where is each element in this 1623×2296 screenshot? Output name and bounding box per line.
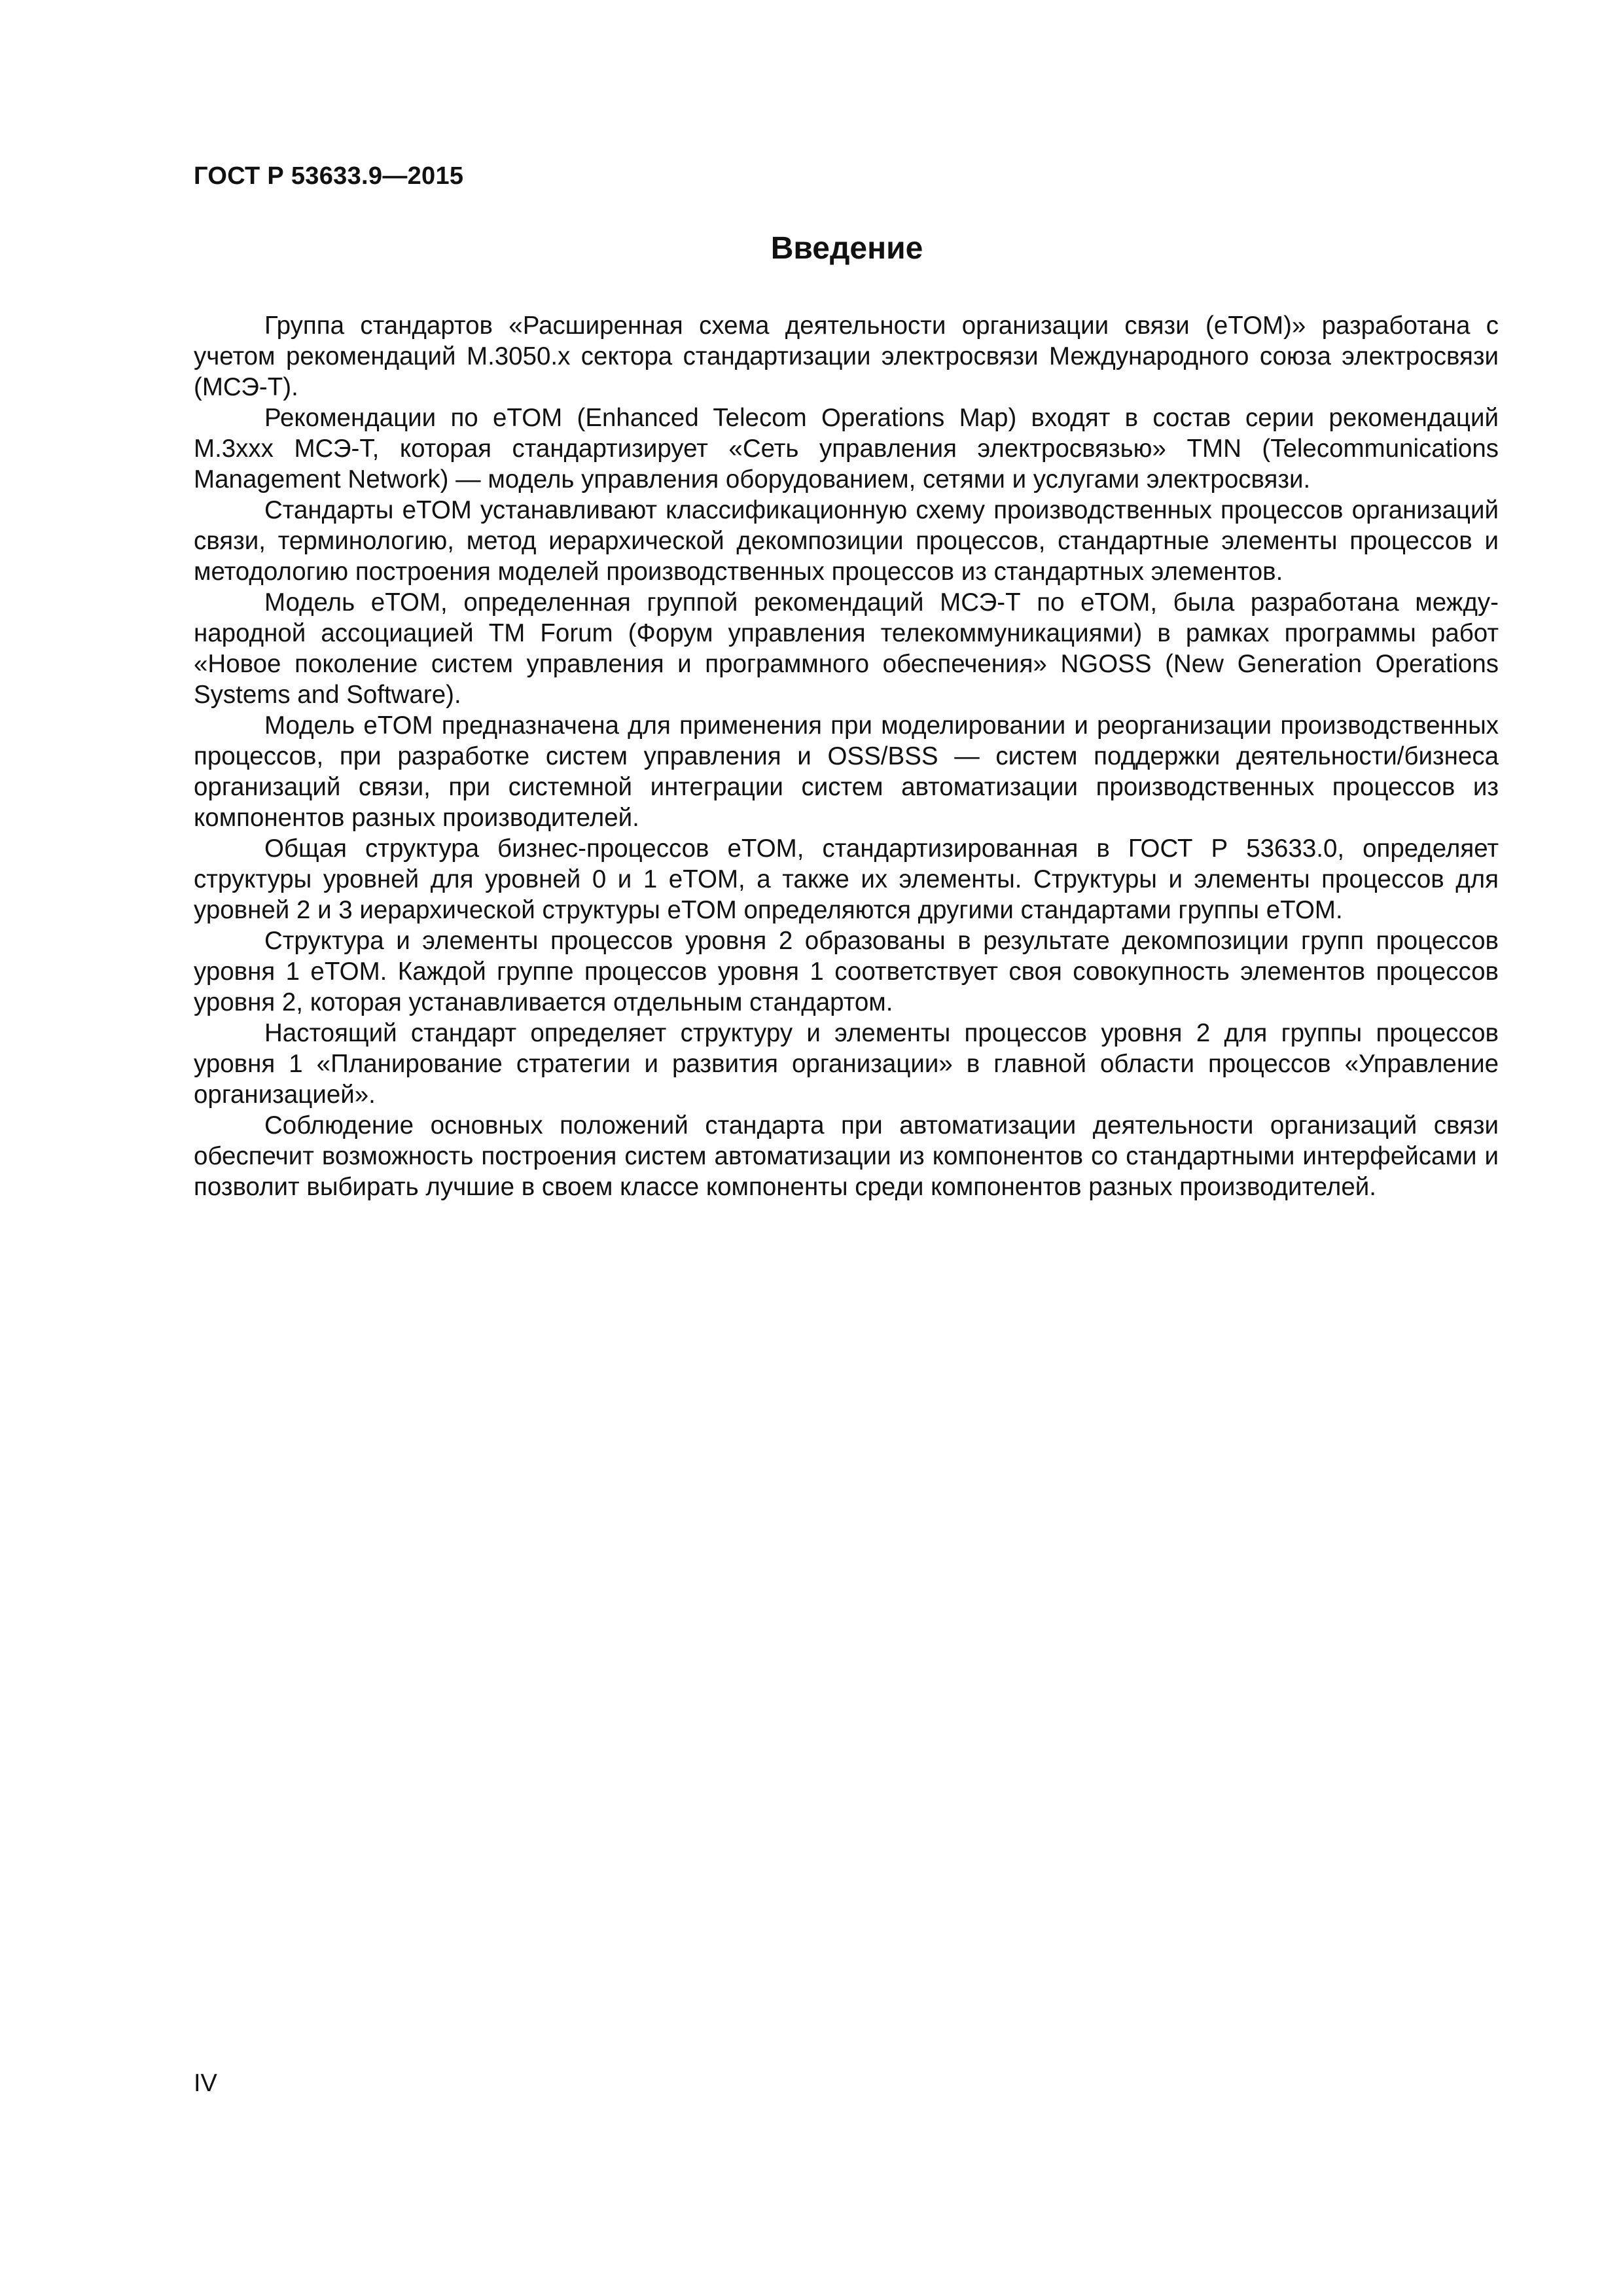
paragraph: Настоящий стандарт определяет структуру и элементы процессов уровня 2 для группы процессов уровня 1 «Планирование стратегии и развития организации» в главной области процессов «Управление организацией». [194, 1019, 1499, 1109]
paragraph: Соблюдение основных положений стандарта при автоматизации деятельности организаций связи обеспечит возможность построения систем автоматизации из компонентов со стандартными интерфейсами и позволит выбирать лучшие в своем классе компоненты среди компонентов разных производителей. [194, 1111, 1499, 1201]
paragraph: Стандарты eTOM устанавливают классификационную схему производственных процессов организаций связи, терминологию, метод иерархической декомпозиции процессов, стандартные элементы процессов и методологию построения моделей производственных процессов из стандартных элементов. [194, 496, 1499, 586]
paragraph: Модель eTOM предназначена для применения при моделировании и реорганизации производственных процессов, при разработке систем управления и OSS/BSS — систем поддержки деятельности/бизнеса организаций связи, при системной интеграции систем автоматизации производственных процессов из компонентов разных производителей. [194, 711, 1499, 832]
paragraph: Модель eTOM, определенная группой рекомендаций МСЭ-Т по eTOM, была разработана международной ассоциацией TM Forum (Форум управления телекоммуникациями) в рамках программы работ «Новое поколение систем управления и программного обеспечения» NGOSS (New Generation Operations Systems and Software). [194, 588, 1499, 709]
paragraph: Группа стандартов «Расширенная схема деятельности организации связи (eTOM)» разработана с учетом рекомендаций M.3050.x сектора стандартизации электросвязи Международного союза электросвязи (МСЭ-Т). [194, 312, 1499, 401]
body-text [194, 310, 1499, 1202]
paragraph: Общая структура бизнес-процессов eTOM, стандартизированная в ГОСТ Р 53633.0, определяет структуры уровней для уровней 0 и 1 eTOM, а также их элементы. Структуры и элементы процессов для уровней 2 и 3 иерархической структуры eTOM определяются другими стандартами группы eTOM. [194, 834, 1499, 924]
paragraph: Структура и элементы процессов уровня 2 образованы в результате декомпозиции групп процессов уровня 1 eTOM. Каждой группе процессов уровня 1 соответствует своя совокупность элементов процессов уровня 2, которая устанавливается отдельным стандартом. [194, 927, 1499, 1016]
section-title: Введение [770, 231, 923, 266]
paragraph: Рекомендации по eTOM (Enhanced Telecom Operations Map) входят в состав серии рекомендаций M.3xxx МСЭ-Т, которая стандартизирует «Сеть управления электросвязью» TMN (Telecommunications Management Network) — модель управления оборудованием, сетями и услугами электросвязи. [194, 404, 1499, 493]
document-id-header: ГОСТ Р 53633.9—2015 [194, 162, 464, 190]
page-number: IV [194, 2070, 217, 2097]
